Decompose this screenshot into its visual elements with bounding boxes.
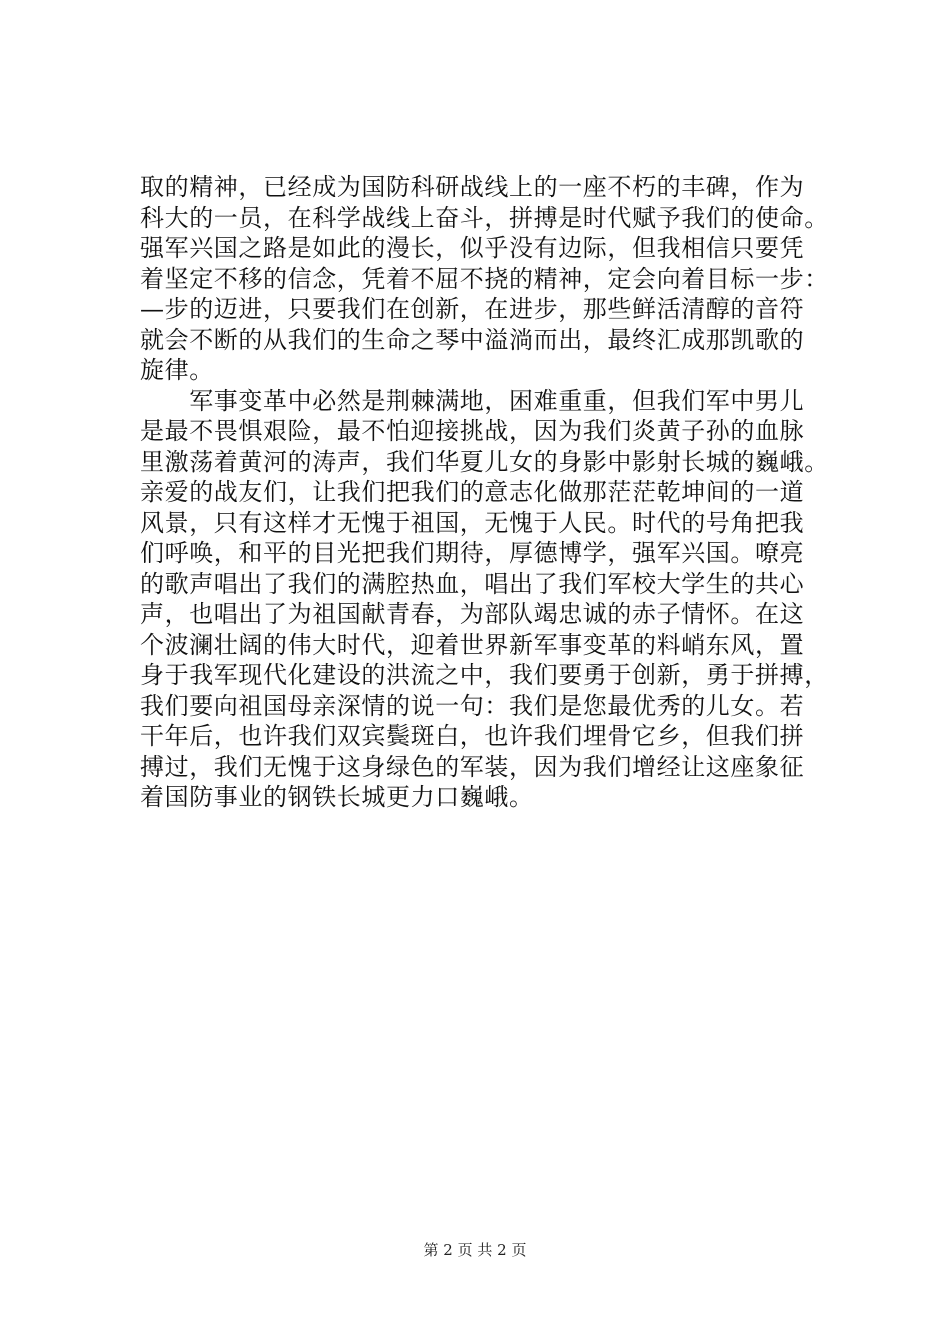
text-line: 着坚定不移的信念，凭着不屈不挠的精神，定会向着目标一步： xyxy=(140,264,829,293)
text-line: 科大的一员，在科学战线上奋斗，拼搏是时代赋予我们的使命。 xyxy=(140,203,829,232)
text-line: 声，也唱出了为祖国献青春，为部队竭忠诚的赤子情怀。在这 xyxy=(140,600,805,628)
text-line: 里激荡着黄河的涛声，我们华夏儿女的身影中影射长城的巍峨。 xyxy=(140,447,829,476)
text-line: 搏过，我们无愧于这身绿色的军装，因为我们增经让这座象征 xyxy=(140,752,805,781)
text-line: 干年后，也许我们双宾鬓斑白，也许我们埋骨它乡，但我们拼 xyxy=(140,722,805,750)
text-line: —步的迈进，只要我们在创新，在进步，那些鲜活清醇的音符 xyxy=(140,295,805,323)
text-line: 是最不畏惧艰险，最不怕迎接挑战，因为我们炎黄子孙的血脉 xyxy=(140,417,805,445)
page-number-label: 第 2 页 共 2 页 xyxy=(423,1241,527,1259)
text-line: 强军兴国之路是如此的漫长，似乎没有边际，但我相信只要凭 xyxy=(140,234,805,262)
document-body xyxy=(140,172,840,813)
page-footer xyxy=(0,1240,950,1260)
text-line: 就会不断的从我们的生命之琴中溢淌而出，最终汇成那凯歌的 xyxy=(140,325,805,354)
text-line: 我们要向祖国母亲深情的说一句：我们是您最优秀的儿女。若 xyxy=(140,691,805,720)
text-line: 身于我军现代化建设的洪流之中，我们要勇于创新，勇于拼搏， xyxy=(140,661,829,689)
text-line: 亲爱的战友们，让我们把我们的意志化做那茫茫乾坤间的一道 xyxy=(140,478,805,506)
text-line: 个波澜壮阔的伟大时代，迎着世界新军事变革的料峭东风，置 xyxy=(140,630,805,659)
text-line: 的歌声唱出了我们的满腔热血，唱出了我们军校大学生的共心 xyxy=(140,569,805,598)
text-line: 旋律。 xyxy=(140,356,214,384)
text-line: 们呼唤，和平的目光把我们期待，厚德博学，强军兴国。嘹亮 xyxy=(140,539,805,567)
text-line: 风景，只有这样才无愧于祖国，无愧于人民。时代的号角把我 xyxy=(140,508,805,537)
text-line: 军事变革中必然是荆棘满地，困难重重，但我们军中男儿 xyxy=(140,386,805,415)
text-line: 取的精神，已经成为国防科研战线上的一座不朽的丰碑，作为 xyxy=(140,173,805,201)
text-line: 着国防事业的钢铁长城更力口巍峨。 xyxy=(140,783,534,811)
